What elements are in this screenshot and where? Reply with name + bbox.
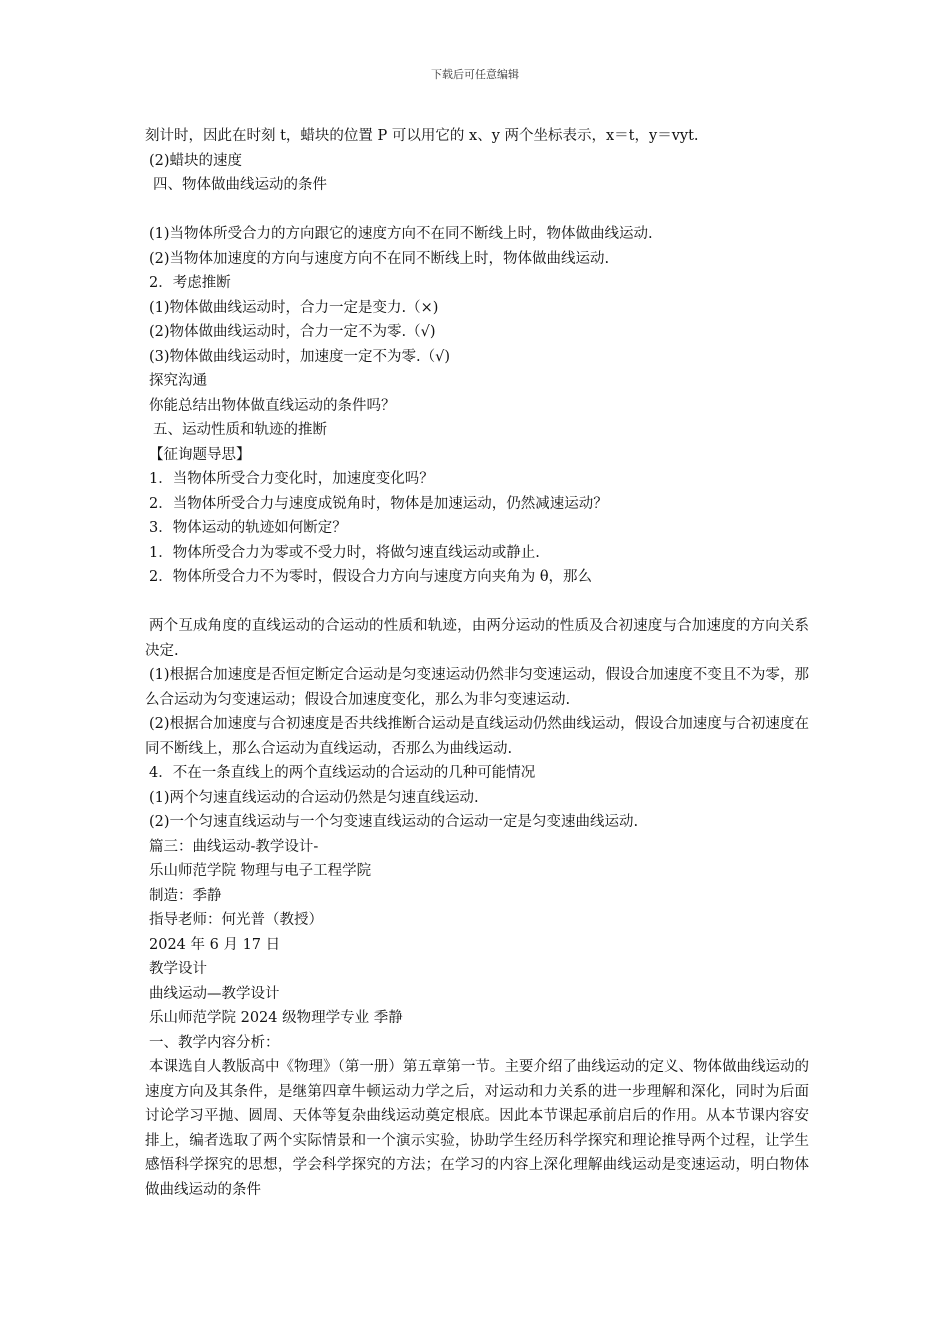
paragraph: (2)蜡块的速度	[149, 152, 243, 169]
paragraph: (2)物体做曲线运动时，合力一定不为零.（√)	[149, 324, 436, 340]
paragraph: 曲线运动—教学设计	[149, 985, 280, 1002]
paragraph: (2)当物体加速度的方向与速度方向不在同不断线上时，物体做曲线运动.	[149, 250, 610, 267]
blank-line	[145, 198, 809, 223]
paragraph: 两个互成角度的直线运动的合运动的性质和轨迹，由两分运动的性质及合初速度与合加速度的方向关系决定.	[145, 618, 809, 659]
paragraph: 3．物体运动的轨迹如何断定？	[149, 520, 347, 536]
paragraph: 2．物体所受合力不为零时，假设合力方向与速度方向夹角为 θ，那么	[149, 569, 593, 585]
paragraph: 本课选自人教版高中《物理》（第一册）第五章第一节。主要介绍了曲线运动的定义、物体做曲线运动的速度方向及其条件，是继第四章牛顿运动力学之后，对运动和力关系的进一步理解和深化，同时为后面讨论学习平抛、圆周、天体等复杂曲线运动奠定根底。因此本节课起承前启后的作用。从本节课内容安排上，编者选取了两个实际情景和一个演示实验，协助学生经历科学探究和理论推导两个过程，让学生感悟科学探究的思想，学会科学探究的方法；在学习的内容上深化理解曲线运动是变速运动，明白物体做曲线运动的条件	[145, 1059, 809, 1198]
paragraph: 刻计时，因此在时刻 t，蜡块的位置 P 可以用它的 x、y 两个坐标表示，x＝t，y＝vyt.	[145, 128, 699, 144]
document-body	[145, 124, 809, 1202]
paragraph: 乐山师范学院 物理与电子工程学院	[149, 863, 372, 879]
paragraph: 2．考虑推断	[149, 275, 231, 291]
paragraph: 指导老师：何光普（教授）	[149, 912, 323, 928]
paragraph: 【征询题导思】	[149, 446, 251, 463]
paragraph: (1)当物体所受合力的方向跟它的速度方向不在同不断线上时，物体做曲线运动.	[149, 226, 653, 242]
section-heading: 四、物体做曲线运动的条件	[153, 177, 327, 193]
paragraph: 2024 年 6 月 17 日	[149, 936, 281, 953]
paragraph: 2．当物体所受合力与速度成锐角时，物体是加速运动，仍然减速运动？	[149, 495, 608, 512]
paragraph: 乐山师范学院 2024 级物理学专业 季静	[149, 1010, 403, 1026]
paragraph: 你能总结出物体做直线运动的条件吗？	[149, 397, 396, 414]
section-heading: 一、教学内容分析：	[149, 1034, 280, 1051]
paragraph: 探究沟通	[149, 373, 207, 389]
paragraph: (2)一个匀速直线运动与一个匀变速直线运动的合运动一定是匀变速曲线运动.	[149, 814, 639, 830]
paragraph: 1．物体所受合力为零或不受力时，将做匀速直线运动或静止.	[149, 544, 540, 561]
paragraph: (1)根据合加速度是否恒定断定合运动是匀变速运动仍然非匀变速运动，假设合加速度不变且不为零，那么合运动为匀变速运动；假设合加速度变化，那么为非匀变速运动.	[145, 667, 809, 708]
paragraph: 4．不在一条直线上的两个直线运动的合运动的几种可能情况	[149, 765, 536, 781]
paragraph: 1．当物体所受合力变化时，加速度变化吗？	[149, 471, 434, 487]
paragraph: 篇三：曲线运动-教学设计-	[149, 838, 319, 855]
paragraph: (1)两个匀速直线运动的合运动仍然是匀速直线运动.	[149, 789, 479, 806]
blank-line	[145, 590, 809, 615]
page-header: 下载后可任意编辑	[431, 68, 519, 81]
paragraph: 教学设计	[149, 961, 207, 977]
paragraph: (3)物体做曲线运动时，加速度一定不为零.（√)	[149, 348, 451, 365]
section-heading: 五、运动性质和轨迹的推断	[153, 422, 327, 438]
paragraph: 制造：季静	[149, 887, 222, 904]
paragraph: (2)根据合加速度与合初速度是否共线推断合运动是直线运动仍然曲线运动，假设合加速度与合初速度在同不断线上，那么合运动为直线运动，否那么为曲线运动.	[145, 716, 809, 757]
paragraph: (1)物体做曲线运动时，合力一定是变力.（×)	[149, 299, 439, 316]
